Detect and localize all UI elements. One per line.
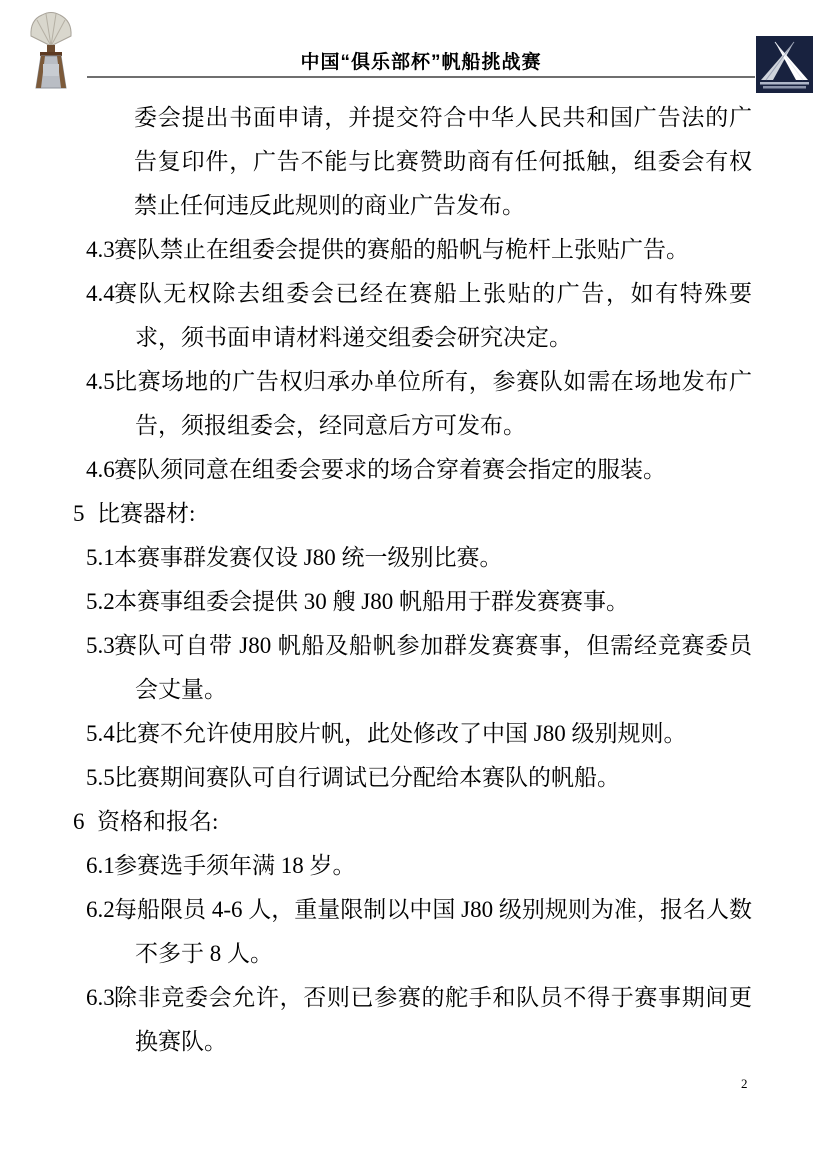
item-number: 5.4 bbox=[86, 721, 115, 746]
event-logo bbox=[756, 36, 813, 93]
list-item bbox=[0, 976, 827, 1064]
list-item bbox=[0, 800, 827, 844]
item-text: 每船限员 4-6 人，重量限制以中国 J80 级别规则为准，报名人数不多于 8 人。 bbox=[114, 897, 752, 966]
intro-paragraph: 委会提出书面申请，并提交符合中华人民共和国广告法的广告复印件，广告不能与比赛赞助商有任何抵触，组委会有权禁止任何违反此规则的商业广告发布。 bbox=[134, 105, 752, 218]
item-number: 5.3 bbox=[86, 633, 115, 658]
item-number: 6.2 bbox=[86, 897, 115, 922]
document-items bbox=[0, 228, 827, 1064]
item-number: 4.5 bbox=[86, 369, 115, 394]
list-item bbox=[0, 756, 827, 800]
item-text: 赛队可自带 J80 帆船及船帆参加群发赛赛事，但需经竞赛委员会丈量。 bbox=[114, 633, 752, 702]
item-text: 除非竞委会允许，否则已参赛的舵手和队员不得于赛事期间更换赛队。 bbox=[114, 985, 752, 1054]
item-number: 6.3 bbox=[86, 985, 115, 1010]
list-item bbox=[0, 712, 827, 756]
list-item bbox=[0, 492, 827, 536]
item-text: 参赛选手须年满 18 岁。 bbox=[114, 853, 356, 878]
list-item bbox=[0, 360, 827, 448]
item-text: 本赛事组委会提供 30 艘 J80 帆船用于群发赛赛事。 bbox=[114, 589, 629, 614]
list-item bbox=[0, 888, 827, 976]
trophy-icon bbox=[28, 6, 74, 92]
list-item bbox=[0, 448, 827, 492]
item-text: 赛队无权除去组委会已经在赛船上张贴的广告，如有特殊要求，须书面申请材料递交组委会研究决定。 bbox=[114, 281, 752, 350]
list-item bbox=[0, 228, 827, 272]
item-text: 比赛期间赛队可自行调试已分配给本赛队的帆船。 bbox=[114, 765, 620, 790]
item-number: 5.2 bbox=[86, 589, 115, 614]
item-text: 本赛事群发赛仅设 J80 统一级别比赛。 bbox=[114, 545, 503, 570]
item-text: 赛队禁止在组委会提供的赛船的船帆与桅杆上张贴广告。 bbox=[114, 237, 689, 262]
document-body bbox=[0, 96, 827, 1064]
item-number: 6 bbox=[73, 809, 85, 834]
item-number: 5.1 bbox=[86, 545, 115, 570]
list-item bbox=[0, 624, 827, 712]
header-rule bbox=[87, 76, 755, 78]
item-text: 资格和报名: bbox=[97, 809, 219, 834]
page-number: 2 bbox=[741, 1076, 748, 1091]
list-item bbox=[0, 580, 827, 624]
list-item bbox=[0, 844, 827, 888]
item-text: 赛队须同意在组委会要求的场合穿着赛会指定的服装。 bbox=[114, 457, 666, 482]
item-number: 5 bbox=[73, 501, 85, 526]
item-number: 6.1 bbox=[86, 853, 115, 878]
item-number: 4.4 bbox=[86, 281, 115, 306]
item-number: 5.5 bbox=[86, 765, 115, 790]
item-text: 比赛场地的广告权归承办单位所有，参赛队如需在场地发布广告，须报组委会，经同意后方可发布。 bbox=[114, 369, 752, 438]
list-item bbox=[0, 536, 827, 580]
item-text: 比赛不允许使用胶片帆，此处修改了中国 J80 级别规则。 bbox=[114, 721, 687, 746]
item-text: 比赛器材: bbox=[97, 501, 196, 526]
list-item bbox=[0, 272, 827, 360]
item-number: 4.6 bbox=[86, 457, 115, 482]
crossed-sails-icon bbox=[756, 36, 813, 93]
item-number: 4.3 bbox=[86, 237, 115, 262]
page-title: 中国“俱乐部杯”帆船挑战赛 bbox=[300, 52, 542, 73]
